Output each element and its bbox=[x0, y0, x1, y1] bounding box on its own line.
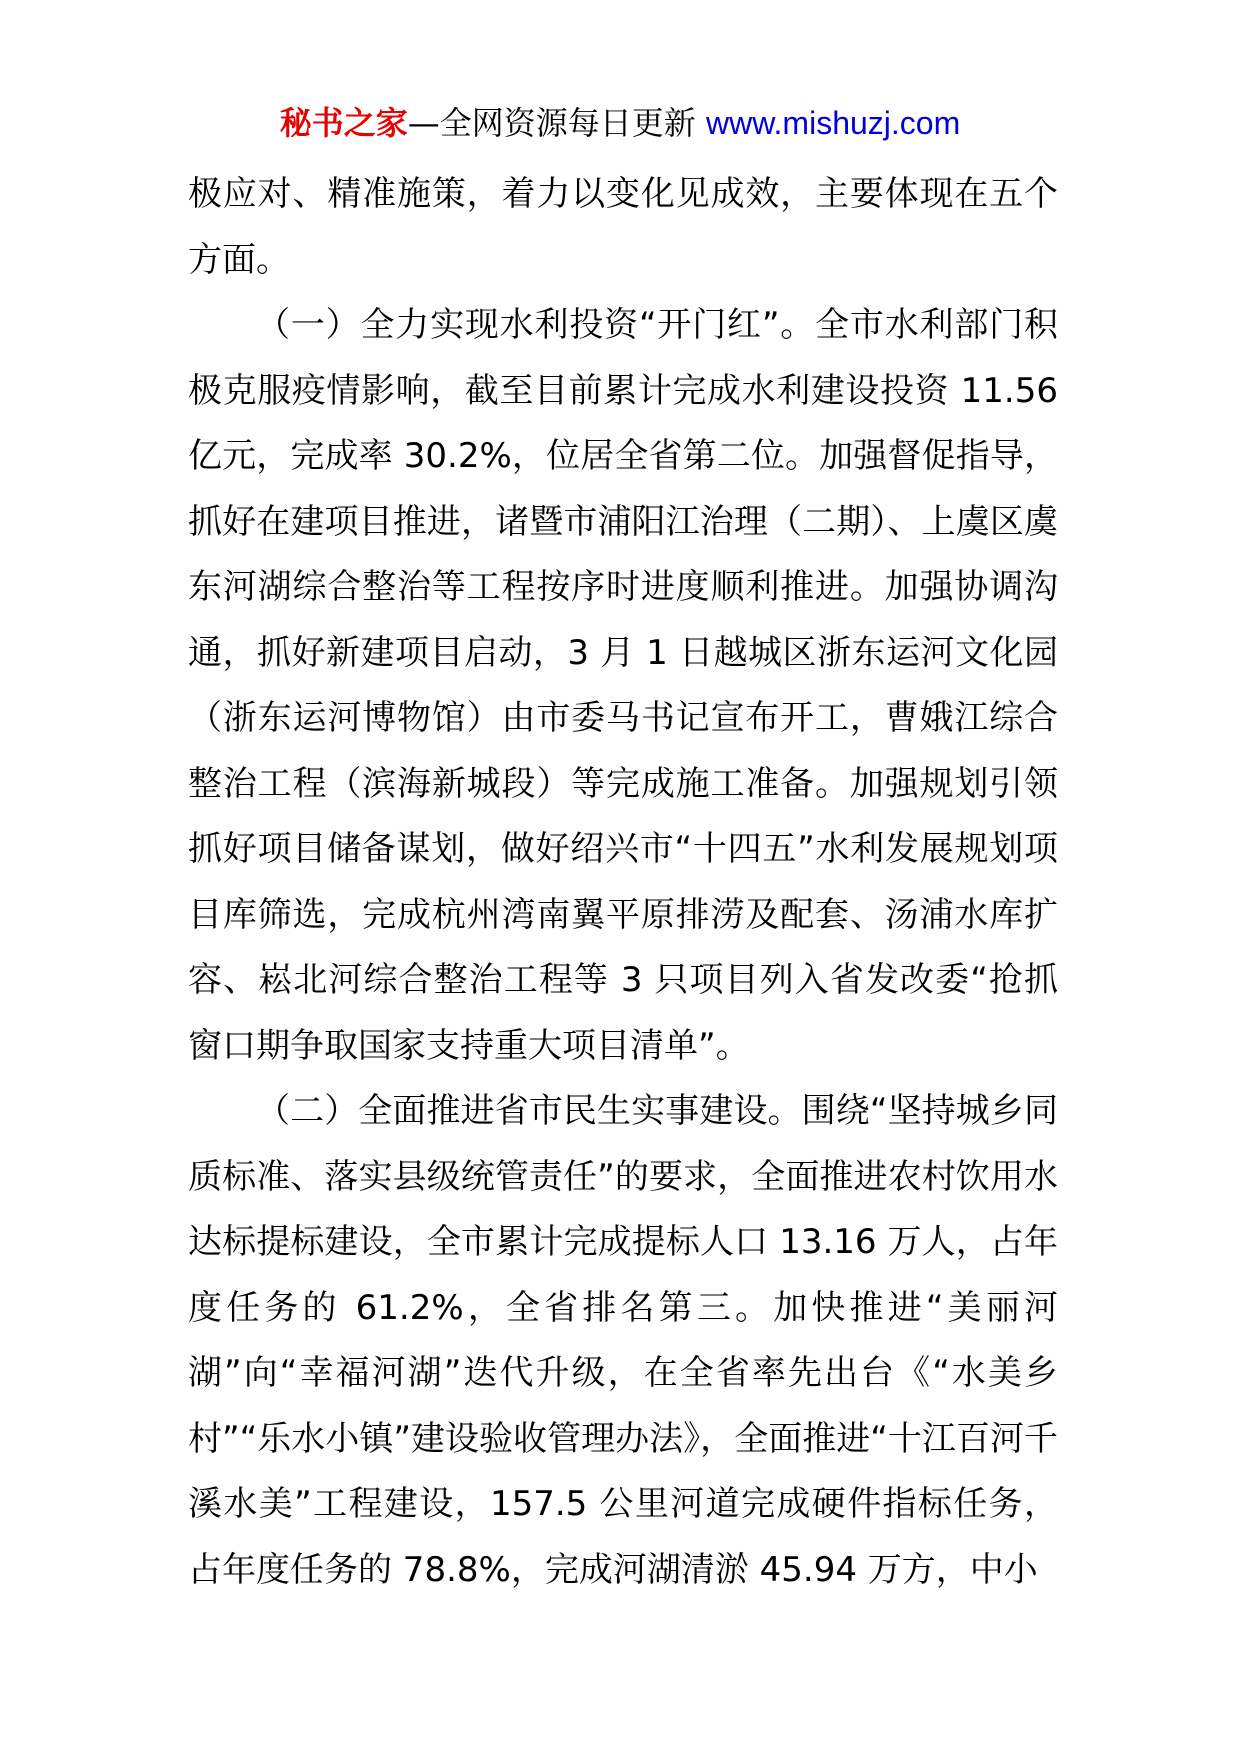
brand-name: 秘书之家 bbox=[279, 104, 408, 142]
site-url-link[interactable]: www.mishuzj.com bbox=[705, 105, 961, 141]
paragraph-section-two: （二）全面推进省市民生实事建设。围绕“坚持城乡同质标准、落实县级统管责任”的要求，全面推进农村饮用水达标提标建设，全市累计完成提标人口 13.16 万人，占年度任务的 61.2%，全省排名第三。加快推进“美丽河湖”向“幸福河湖”迭代升级，在全省率先出台《“水美乡村”“乐水小镇”建设验收管理办法》，全面推进“十江百河千溪水美”工程建设，157.5 公里河道完成硬件指标任务，占年度任务的 78.8%，完成河湖清淤 45.94 万方，中小 bbox=[188, 1091, 1058, 1590]
document-body bbox=[188, 162, 1058, 1603]
paragraph-section-one: （一）全力实现水利投资“开门红”。全市水利部门积极克服疫情影响，截至目前累计完成水利建设投资 11.56 亿元，完成率 30.2%，位居全省第二位。加强督促指导，抓好在建项目推进，诸暨市浦阳江治理（二期）、上虞区虞东河湖综合整治等工程按序时进度顺利推进。加强协调沟通，抓好新建项目启动，3 月 1 日越城区浙东运河文化园（浙东运河博物馆）由市委马书记宣布开工，曹娥江综合整治工程（滨海新城段）等完成施工准备。加强规划引领抓好项目储备谋划，做好绍兴市“十四五”水利发展规划项目库筛选，完成杭州湾南翼平原排涝及配套、汤浦水库扩容、崧北河综合整治工程等 3 只项目列入省发改委“抢抓窗口期争取国家支持重大项目清单”。 bbox=[188, 305, 1058, 1066]
header-slogan: —全网资源每日更新 bbox=[407, 104, 706, 142]
site-header bbox=[0, 98, 1240, 148]
paragraph-continued: 极应对、精准施策，着力以变化见成效，主要体现在五个方面。 bbox=[188, 174, 1058, 280]
